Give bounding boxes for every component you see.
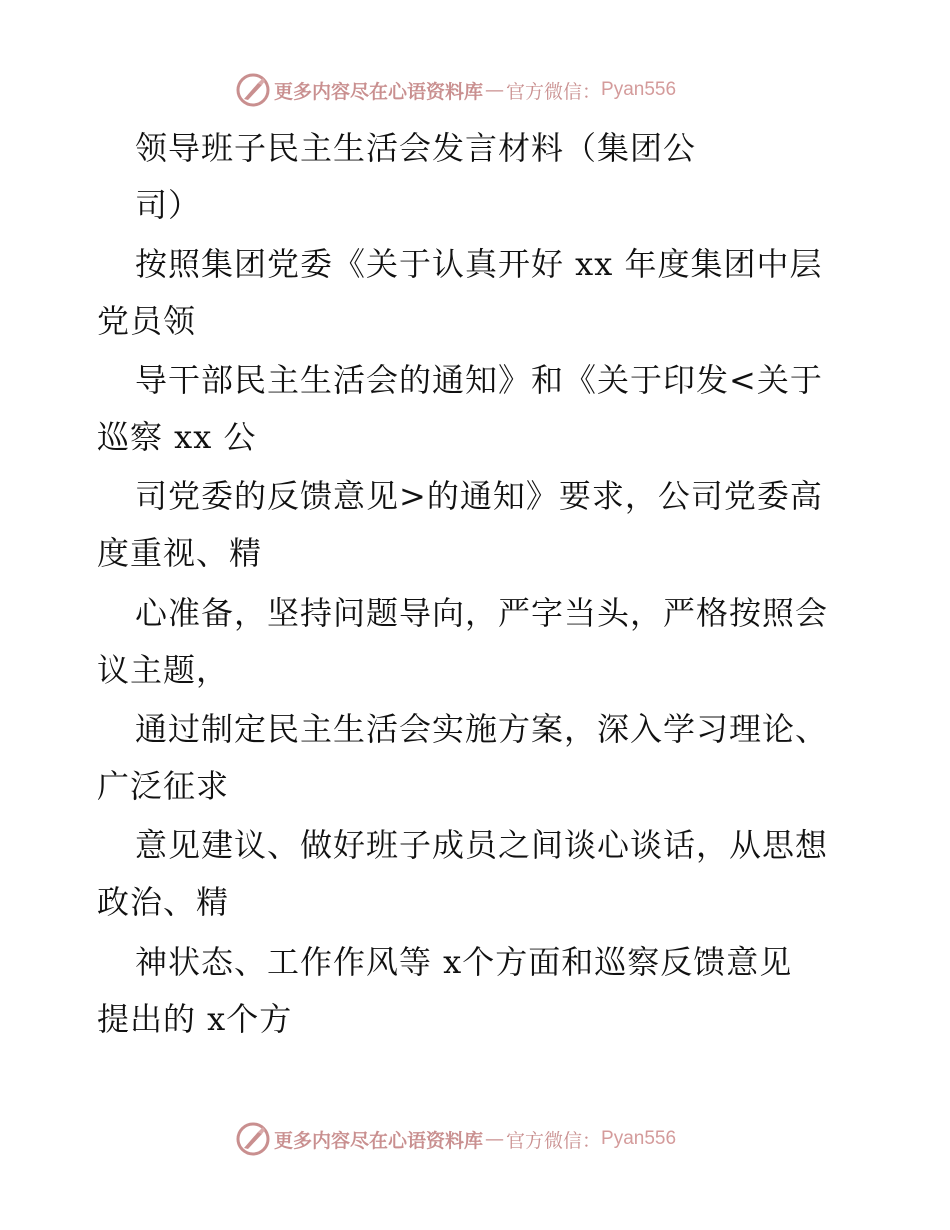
- paragraph-line: 议主题，: [97, 651, 230, 689]
- paragraph-line: 提出的 x个方: [97, 1000, 293, 1038]
- paragraph-line: 党员领: [97, 302, 197, 340]
- paragraph-line: 心准备，坚持问题导向，严字当头，严格按照会: [135, 594, 829, 632]
- watermark-site-text: 更多内容尽在心语资料库: [274, 80, 484, 103]
- paragraph-line: 意见建议、做好班子成员之间谈心谈话，从思想: [135, 826, 829, 864]
- watermark-separator: —: [485, 79, 505, 101]
- document-title-line-1: 领导班子民主生活会发言材料（集团公: [135, 129, 697, 167]
- paragraph-line: 通过制定民主生活会实施方案，深入学习理论、: [135, 710, 829, 748]
- paragraph-line: 按照集团党委《关于认真开好 xx 年度集团中层: [135, 245, 823, 283]
- document-title-line-2: 司）: [135, 186, 202, 224]
- paragraph-line: 政治、精: [97, 883, 230, 921]
- watermark-wechat-label: 官方微信：: [506, 80, 602, 103]
- watermark-wechat-label: 官方微信：: [506, 1129, 602, 1152]
- header-watermark: [236, 72, 676, 108]
- quill-pen-logo-icon: [236, 1122, 270, 1156]
- quill-pen-logo-icon: [236, 73, 270, 107]
- watermark-site-text: 更多内容尽在心语资料库: [274, 1129, 484, 1152]
- footer-watermark: [236, 1121, 676, 1157]
- paragraph-line: 广泛征求: [97, 767, 230, 805]
- watermark-wechat-id: Pyan556: [601, 1128, 677, 1149]
- watermark-separator: —: [485, 1128, 505, 1150]
- paragraph-line: 神状态、工作作风等 x个方面和巡察反馈意见: [135, 943, 793, 981]
- paragraph-line: 导干部民主生活会的通知》和《关于印发<关于: [135, 361, 823, 399]
- paragraph-line: 巡察 xx 公: [97, 418, 257, 456]
- paragraph-line: 度重视、精: [97, 534, 263, 572]
- paragraph-line: 司党委的反馈意见>的通知》要求，公司党委高: [135, 477, 823, 515]
- watermark-wechat-id: Pyan556: [601, 79, 677, 100]
